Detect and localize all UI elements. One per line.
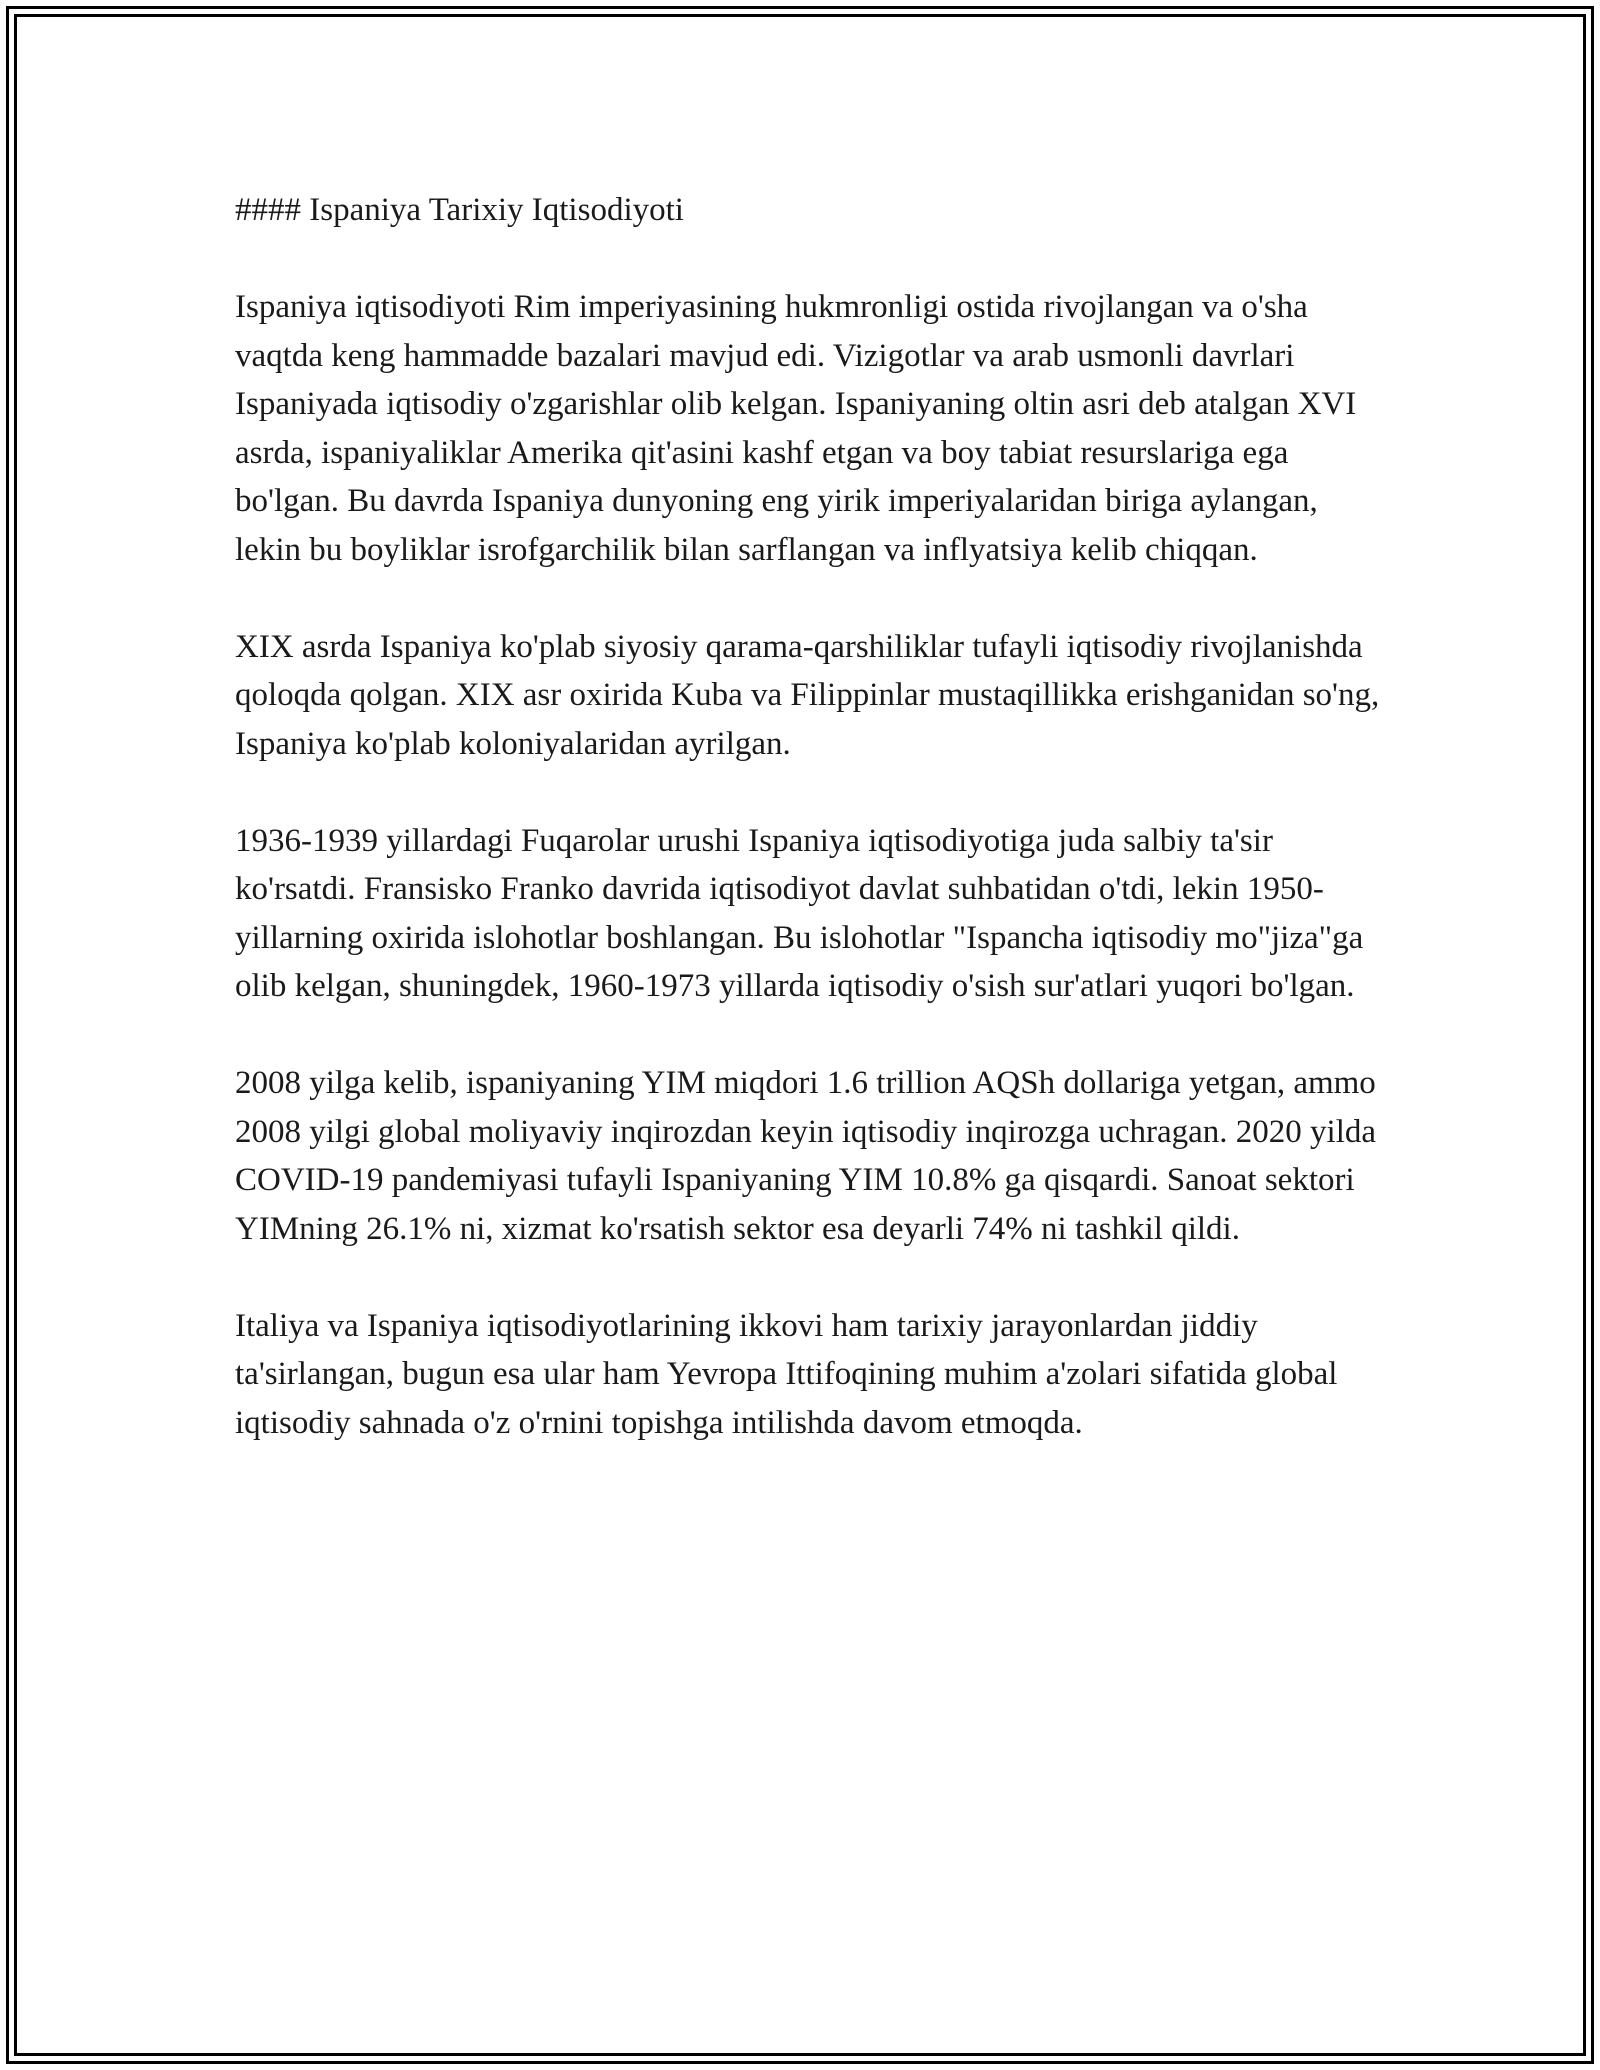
document-heading: #### Ispaniya Tarixiy Iqtisodiyoti: [235, 192, 684, 228]
paragraph-roman-to-golden-age: Ispaniya iqtisodiyoti Rim imperiyasining hukmronligi ostida rivojlangan va o'sha vaqtda keng hammadde bazalari mavjud edi. Vizigotlar va arab usmonli davrlari Ispaniyada iqtisodiy o'zgarishlar olib kelgan. Ispaniyaning oltin asri deb atalgan XVI asrda, ispaniyaliklar Amerika qit'asini kashf etgan va boy tabiat resurslariga ega bo'lgan. Bu davrda Ispaniya dunyoning eng yirik imperiyalaridan biriga aylangan, lekin bu boyliklar isrofgarchilik bilan sarflangan va inflyatsiya kelib chiqqan.: [235, 289, 1357, 568]
paragraph-conclusion: Italiya va Ispaniya iqtisodiyotlarining ikkovi ham tarixiy jarayonlardan jiddiy ta'sirlangan, bugun esa ular ham Yevropa Ittifoqining muhim a'zolari sifatida global iqtisodiy sahnada o'z o'rnini topishga intilishda davom etmoqda.: [235, 1307, 1338, 1441]
paragraph-civil-war-franco: 1936-1939 yillardagi Fuqarolar urushi Ispaniya iqtisodiyotiga juda salbiy ta'sir ko'rsatdi. Fransisko Franko davrida iqtisodiyot davlat suhbatidan o'tdi, lekin 1950-yillarning oxirida islohotlar boshlangan. Bu islohotlar "Ispancha iqtisodiy mo"jiza"ga olib kelgan, shuningdek, 1960-1973 yillarda iqtisodiy o'sish sur'atlari yuqori bo'lgan.: [235, 822, 1364, 1004]
paragraph-modern-economy: 2008 yilga kelib, ispaniyaning YIM miqdori 1.6 trillion AQSh dollariga yetgan, ammo 2008 yilgi global moliyaviy inqirozdan keyin iqtisodiy inqirozga uchragan. 2020 yilda COVID-19 pandemiyasi tufayli Ispaniyaning YIM 10.8% ga qisqardi. Sanoat sektori YIMning 26.1% ni, xizmat ko'rsatish sektor esa deyarli 74% ni tashkil qildi.: [235, 1065, 1377, 1247]
paragraph-nineteenth-century: XIX asrda Ispaniya ko'plab siyosiy qarama-qarshiliklar tufayli iqtisodiy rivojlanishda qoloqda qolgan. XIX asr oxirida Kuba va Filippinlar mustaqillikka erishganidan so'ng, Ispaniya ko'plab koloniyalaridan ayrilgan.: [235, 628, 1380, 762]
document-body: [235, 186, 1385, 1496]
